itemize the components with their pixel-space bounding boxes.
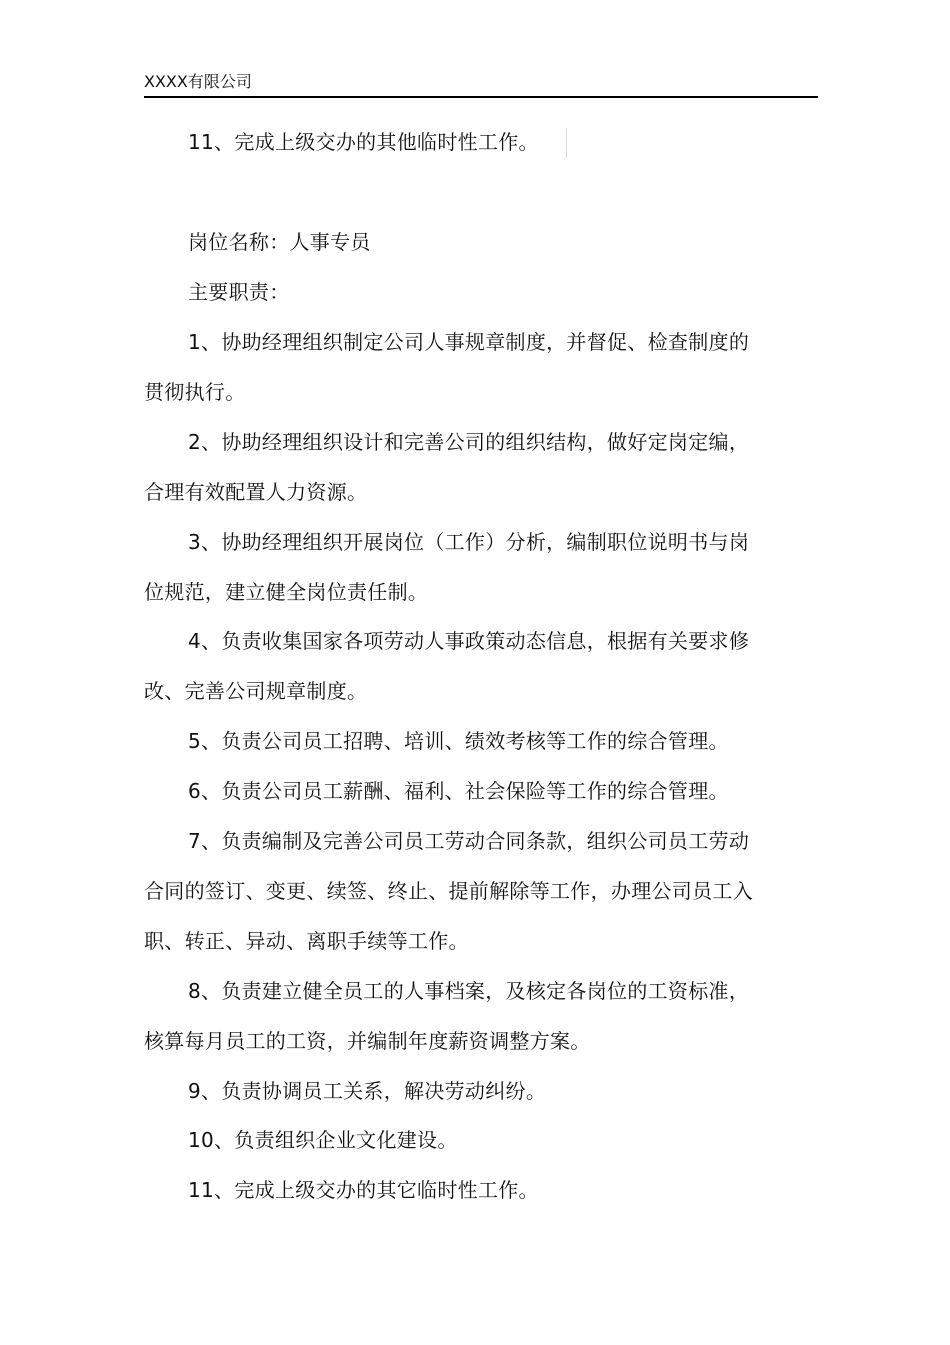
duty-2-line-2: 合理有效配置人力资源。 <box>144 480 368 504</box>
duty-1-line-2: 贯彻执行。 <box>144 380 246 404</box>
duties-heading: 主要职责： <box>188 280 290 304</box>
company-name: XXXX有限公司 <box>144 72 252 91</box>
duty-7-line-1: 7、负责编制及完善公司员工劳动合同条款，组织公司员工劳动 <box>188 829 750 853</box>
duty-3-line-1: 3、协助经理组织开展岗位（工作）分析，编制职位说明书与岗 <box>188 530 750 554</box>
position-title: 岗位名称：人事专员 <box>188 230 371 254</box>
duty-4-line-1: 4、负责收集国家各项劳动人事政策动态信息，根据有关要求修 <box>188 629 750 653</box>
duty-6: 6、负责公司员工薪酬、福利、社会保险等工作的综合管理。 <box>188 779 729 803</box>
duty-5: 5、负责公司员工招聘、培训、绩效考核等工作的综合管理。 <box>188 729 729 753</box>
duty-7-line-3: 职、转正、异动、离职手续等工作。 <box>144 929 469 953</box>
duty-8-line-2: 核算每月员工的工资，并编制年度薪资调整方案。 <box>144 1029 591 1053</box>
divider <box>566 128 567 158</box>
duty-7-line-2: 合同的签订、变更、续签、终止、提前解除等工作，办理公司员工入 <box>144 879 753 903</box>
duty-8-line-1: 8、负责建立健全员工的人事档案，及核定各岗位的工资标准， <box>188 979 750 1003</box>
duty-9: 9、负责协调员工关系，解决劳动纠纷。 <box>188 1079 547 1103</box>
duty-10: 10、负责组织企业文化建设。 <box>188 1128 458 1152</box>
duty-3-line-2: 位规范，建立健全岗位责任制。 <box>144 580 429 604</box>
page-header <box>144 70 818 98</box>
duty-11: 11、完成上级交办的其它临时性工作。 <box>188 1178 539 1202</box>
previous-duty-11: 11、完成上级交办的其他临时性工作。 <box>188 130 539 154</box>
duty-1-line-1: 1、协助经理组织制定公司人事规章制度，并督促、检查制度的 <box>188 330 750 354</box>
duty-2-line-1: 2、协助经理组织设计和完善公司的组织结构，做好定岗定编， <box>188 430 750 454</box>
duty-4-line-2: 改、完善公司规章制度。 <box>144 679 368 703</box>
